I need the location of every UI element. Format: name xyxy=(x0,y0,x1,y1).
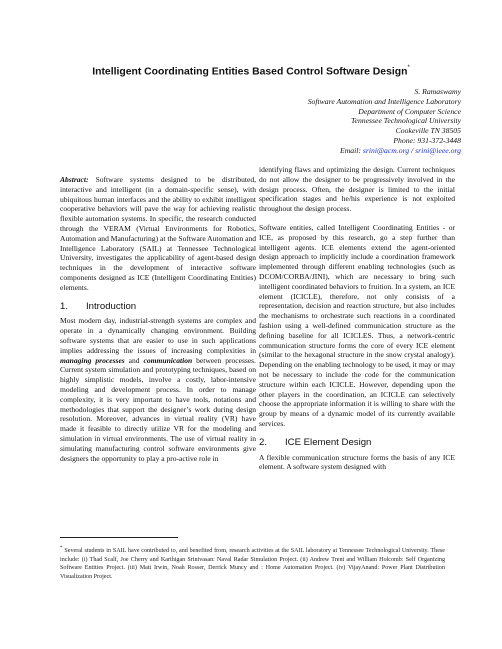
paper-title xyxy=(0,66,502,77)
author-affiliation xyxy=(161,87,461,156)
affiliation-university: Tennessee Technological University xyxy=(350,116,461,126)
email-separator: / xyxy=(411,145,414,155)
section-2-number: 2. xyxy=(259,436,268,448)
s1-p1-text-b-continued: identifying flaws and optimizing the design. Current techniques do not allow the designer to be progressively involved in the design process. Often, the designer is limited to the initial specification stages and he/his experience is not exploited throughout the design process. xyxy=(259,165,455,214)
affiliation-department: Department of Computer Science xyxy=(358,106,461,116)
affiliation-lab: Software Automation and Intelligence Laboratory xyxy=(307,96,461,106)
footnote-rule xyxy=(60,537,178,538)
affiliation-phone: Phone: 931-372-3448 xyxy=(393,135,461,145)
s1-p1-text-b: between processes. Current system simulation and prototyping techniques, based on highly simplistic models, involve a costly, labor-intensive modeling and development process. In order to manage complexity, it is very important to have tools, notations and methodologies that support the designer’s work during design resolution. Moreover, advances in virtual reality (VR) have made it feasible to directly utilize VR for the modeling and simulation in virtual environments. The use of virtual reality in simulating manufacturing control software environments give designers the opportunity to play a pro-active role in xyxy=(60,355,257,463)
section-1-paragraph-2: Software entities, called Intelligent Coordinating Entities - or ICE, as proposed by this research, go a step further than intelligent agents. ICE elements extend the agent-oriented design approach to implicitly include a coordination framework implemented through different enabling technologies (such as DCOM/CORBA/JINI), which are necessary to bring such intelligent coordinated behaviors to fruition. In a system, an ICE element (ICICLE), therefore, not only consists of a representation, decision and reaction structure, but also includes the mechanisms to orchestrate such reactions in a coordinated fashion using a well-defined communication structure as the defining baseline for all ICICLES. Thus, a network-centric communication structure forms the core of every ICE element (similar to the hexagonal structure in the snow crystal analogy). Depending on the enabling technology to be used, it may or may not be necessary to include the code for the communication structure within each ICICLE. However, depending upon the other players in the coordination, an ICICLE can selectively choose the appropriate information it is willing to share with the group by means of a dynamic model of its currently available services. xyxy=(259,222,455,428)
title-footnote-mark: * xyxy=(407,65,410,71)
email-link-ieee[interactable]: srini@ieee.org xyxy=(415,145,461,155)
abstract-text: Software systems designed to be distributed, interactive and intelligent (in a domain-specific sense), with ubiquitous human interfaces and the ability to exhibit intelligent cooperative behaviors will pave the way for achieving realistic flexible automation systems. In specific, the research conducted through the VERAM (Virtual Environments for Robotics, Automation and Manufacturing) at the Software Automation and Intelligence Laboratory (SAIL) at Tennessee Technological University, investigates the applicability of agent-based design techniques in the development of interactive software components designed as ICE (Intelligent Coordinating Entities) elements. xyxy=(60,175,256,292)
email-link-acm[interactable]: srini@acm.org xyxy=(362,145,410,155)
abstract-label: Abstract: xyxy=(60,175,89,184)
affiliation-city: Cookeville TN 38505 xyxy=(395,126,461,136)
paper-title-text: Intelligent Coordinating Entities Based Control Software Design xyxy=(92,66,408,78)
section-1-number: 1. xyxy=(60,300,69,312)
section-1-paragraph-1-start xyxy=(60,316,256,463)
author-name: S. Ramaswamy xyxy=(414,87,461,96)
section-2-paragraph-1: A flexible communication structure forms the basis of any ICE element. A software system designed with xyxy=(259,452,455,472)
section-1-title: Introduction xyxy=(86,300,137,312)
section-2-heading xyxy=(259,438,455,448)
left-column xyxy=(60,175,256,463)
footnote-text: Several students in SAIL have contributed to, and benefited from, research activities at the SAIL laboratory at Tennessee Technological University. These include: (i) Thad Scalf, Joe Cherry and Karthigan Srinivasan: Naval Radar Simulation Project. (ii) Andrew Trent and William Holcomb: Self Organizing Software Entities Project. (iii) Matt Irwin, Noah Rosser, Derrick Muncy and : Home Automation Project. (iv) VijayAnand: Power Plant Distribution Visualization Project. xyxy=(60,548,445,580)
s1-p1-text-a: Most modern day, industrial-strength systems are complex and operate in a dynamically changing environment. Building software systems that are easier to use in such applications implies addressing the issues of increasing complexities in xyxy=(60,316,256,355)
right-column xyxy=(259,165,455,472)
s1-p1-and: and xyxy=(124,355,144,365)
footnote xyxy=(60,545,445,581)
abstract xyxy=(60,175,256,293)
email-label: Email: xyxy=(340,145,361,155)
section-1-paragraph-1-end xyxy=(259,165,455,214)
section-1-heading xyxy=(60,302,256,312)
section-2-title: ICE Element Design xyxy=(285,436,372,448)
s1-p1-emphasis-communication: communication xyxy=(143,355,193,365)
s1-p1-emphasis-managing: managing processes xyxy=(60,355,125,365)
affiliation-email xyxy=(161,146,461,156)
footnote-mark: * xyxy=(60,546,63,551)
